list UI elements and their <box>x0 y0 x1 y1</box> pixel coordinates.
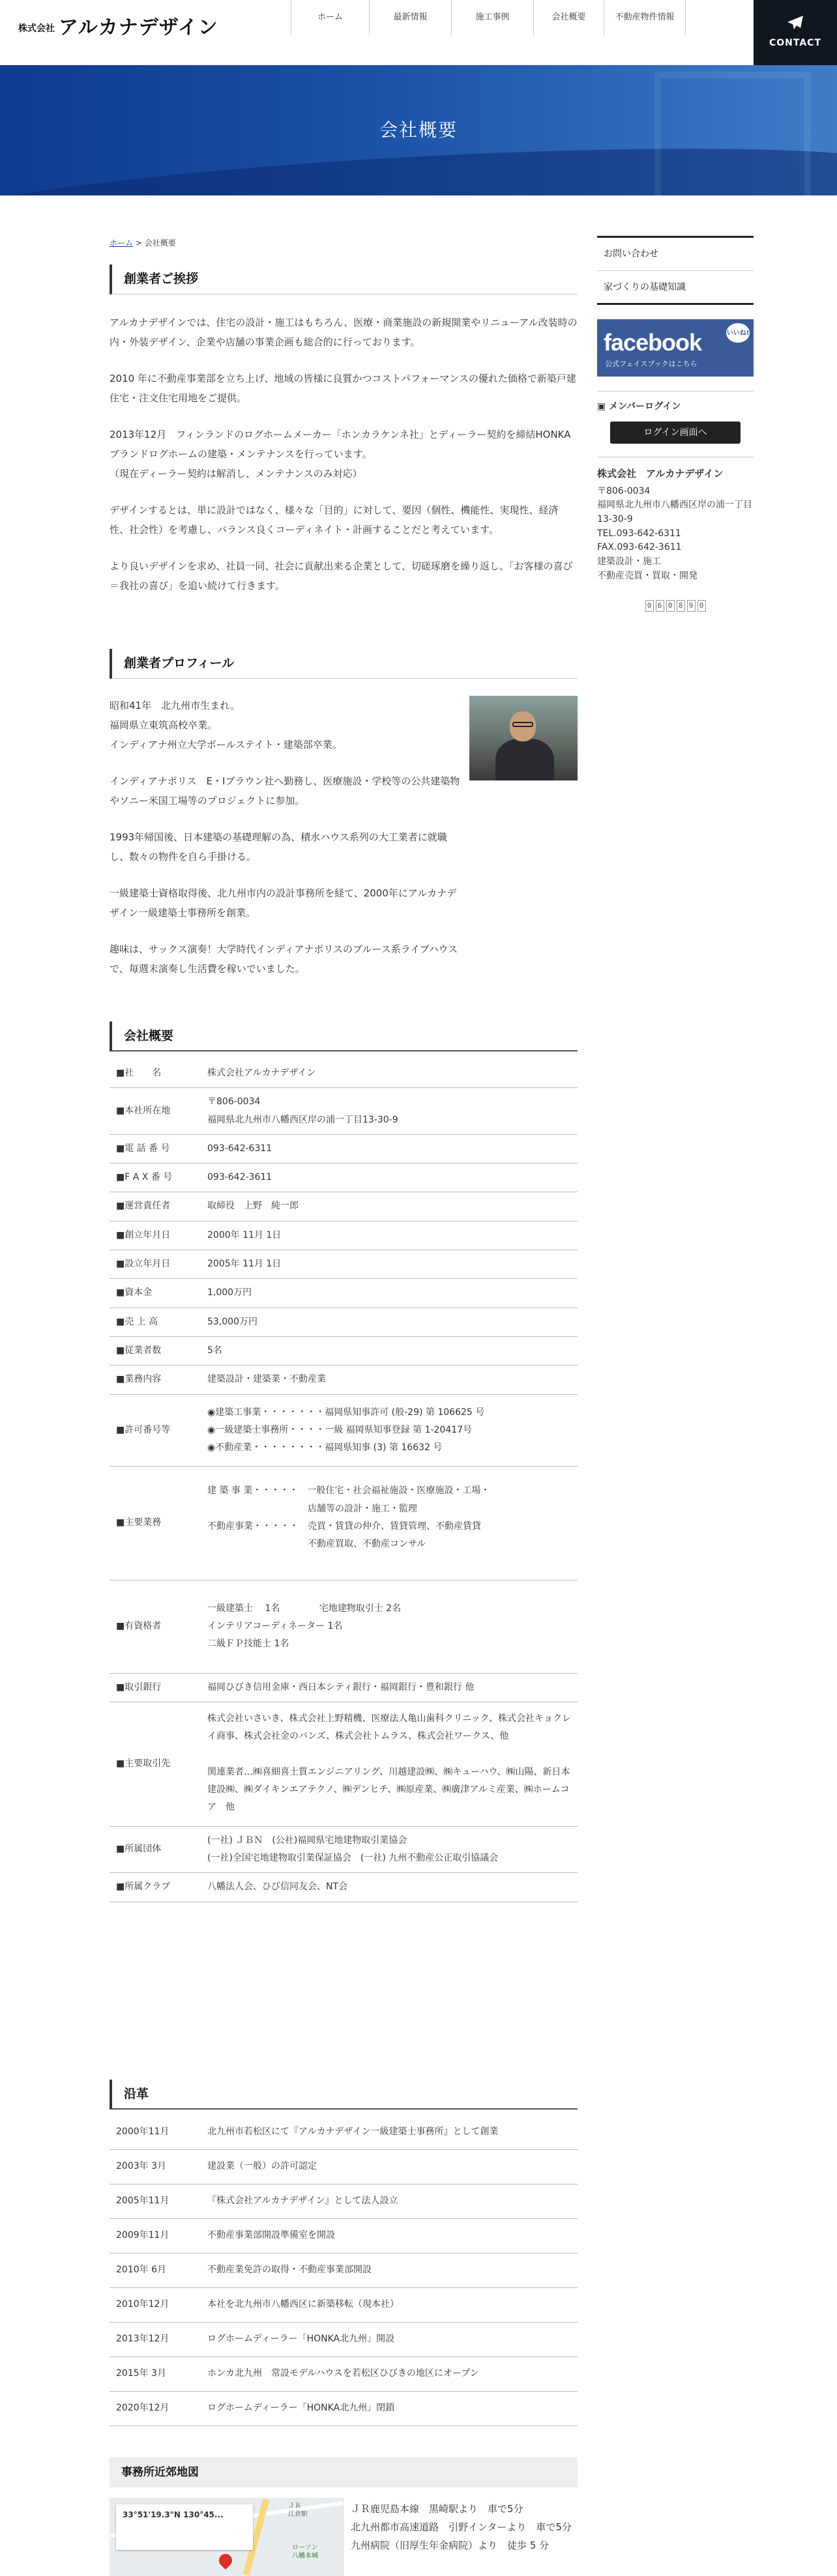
member-icon: ▣ <box>597 401 609 412</box>
company-row-value: 53,000万円 <box>207 1308 578 1336</box>
company-row <box>110 1873 578 1902</box>
nav-properties[interactable]: 不動産物件情報 <box>604 0 686 35</box>
access-map[interactable] <box>110 2498 344 2576</box>
company-row-label: ■主要取引先 <box>110 1702 207 1826</box>
counter-digit: 0 <box>666 600 675 612</box>
greeting-para-4: デザインするとは、単に設計ではなく、様々な「目的」に対して、要因（個性、機能性、実現性、経済性、社会性）を考慮し、バランス良くコーディネイト・計画することだと考えています。 <box>110 504 559 536</box>
company-row-value: 株式会社アルカナデザイン <box>207 1059 578 1088</box>
access-heading: 事務所近郊地図 <box>110 2457 578 2487</box>
sidebar-link-inquiry[interactable]: お問い合わせ <box>604 249 658 259</box>
history-event: 本社を北九州市八幡西区に新築移転（現本社） <box>207 2287 578 2322</box>
breadcrumb-sep: > <box>133 238 145 248</box>
greeting-para-5: より良いデザインを求め、社員一同、社会に貢献出来る企業として、切磋琢磨を繰り返し、「お客様の喜び＝我社の喜び」を追い続けて行きます。 <box>110 560 573 592</box>
company-row-value: 株式会社いさいき、株式会社上野精機、医療法人亀山歯科クリニック、株式会社キョクレイ商事、株式会社金のバンズ、株式会社トムラス、株式会社ワークス、他 関連業者…㈱喜細喜土質エンジニアリング、川越建設㈱、㈱キューハウ、㈱山陽、新日本建設㈱、㈱ダイキンエアテクノ、㈱デンヒチ、㈱原産業、㈱廣津アルミ産業、㈱ホームコア 他 <box>207 1702 578 1826</box>
page-title: 会社概要 <box>379 119 458 141</box>
company-row <box>110 1308 578 1336</box>
member-login <box>597 391 754 444</box>
sidebar-company-line: 建築設計・施工 <box>597 556 661 567</box>
sidebar <box>597 171 754 612</box>
company-row-label: ■所属団体 <box>110 1826 207 1873</box>
company-row-label: ■設立年月日 <box>110 1250 207 1279</box>
access-line-3: 九州病院（旧厚生年金病院）より 徒歩 5 分 <box>351 2539 550 2551</box>
access-line-1: ＪＲ鹿児島本線 黒崎駅より 車で5分 <box>351 2503 523 2515</box>
company-row <box>110 1164 578 1192</box>
company-row-label: ■有資格者 <box>110 1580 207 1673</box>
history-row <box>110 2391 578 2426</box>
greeting-para-1: アルカナデザインでは、住宅の設計・施工はもちろん、医療・商業施設の新規開業やリニューアル改装時の内・外装デザイン、企業や店舗の事業企画も総合的に行っております。 <box>110 317 578 348</box>
company-row <box>110 1221 578 1250</box>
company-row-label: ■社 名 <box>110 1059 207 1088</box>
map-coord: 33°51'19.3"N 130°45... <box>123 2510 224 2519</box>
history-year: 2009年11月 <box>110 2218 207 2253</box>
history-year: 2013年12月 <box>110 2322 207 2356</box>
counter-digit: 0 <box>698 600 706 612</box>
company-row-value: 2000年 11月 1日 <box>207 1221 578 1250</box>
profile-para-5: 趣味は、サックス演奏！大学時代インディアナポリスのブルース系ライブハウスで、毎週末演奏し生活費を稼いでいました。 <box>110 943 458 975</box>
sidebar-company-line: 不動産売買・買取・開発 <box>597 570 698 581</box>
history-row <box>110 2322 578 2356</box>
company-row <box>110 1250 578 1279</box>
counter-digit: 9 <box>687 600 696 612</box>
history-year: 2005年11月 <box>110 2184 207 2218</box>
company-row-label: ■運営責任者 <box>110 1192 207 1221</box>
company-row <box>110 1826 578 1873</box>
sidebar-company-line: 〒806-0034 <box>597 485 651 496</box>
company-row <box>110 1394 578 1467</box>
paper-plane-icon <box>787 15 804 31</box>
company-row-value: (一社) ＪＢＮ (公社)福岡県宅地建物取引業協会 (一社)全国宅地建物取引業保証協会 (一社) 九州不動産公正取引協議会 <box>207 1826 578 1873</box>
site-header <box>0 0 837 65</box>
nav-company[interactable]: 会社概要 <box>533 0 604 35</box>
map-pin-icon <box>216 2551 235 2569</box>
sidebar-company-line: TEL.093-642-6311 <box>597 528 681 539</box>
facebook-banner[interactable] <box>597 319 754 377</box>
map-info-card <box>116 2504 253 2550</box>
greeting-heading: 創業者ご挨拶 <box>110 265 578 294</box>
company-row-label: ■創立年月日 <box>110 1221 207 1250</box>
history-year: 2000年11月 <box>110 2115 207 2149</box>
profile-para-3: 1993年帰国後、日本建築の基礎理解の為、積水ハウス系列の大工業者に就職し、数々の物件を自ら手掛ける。 <box>110 831 447 863</box>
company-row <box>110 1702 578 1826</box>
history-row <box>110 2115 578 2149</box>
facebook-sub: 公式フェイスブックはこちら <box>605 360 698 368</box>
greeting-para-3: 2013年12月 フィンランドのログホームメーカー「ホンカラケンネ社」とディーラー契約を締結HONKAブランドログホームの建築・メンテナンスを行っています。 （現在ディーラー契約は解消し、メンテナンスのみ対応） <box>110 429 571 479</box>
company-row <box>110 1366 578 1394</box>
history-event: 北九州市若松区にて『アルカナデザイン一級建築士事務所』として創業 <box>207 2115 578 2149</box>
counter-digit: 6 <box>656 600 664 612</box>
company-row-value: 1,000万円 <box>207 1279 578 1308</box>
counter-digit: 8 <box>677 600 685 612</box>
facebook-like-icon: いいね! <box>726 323 750 343</box>
map-label-store: ローソン 八幡本城 <box>292 2544 318 2560</box>
company-row-value: 建 築 事 業・・・・・ 一般住宅・社会福祉施設・医療施設・工場・ 店舗等の設計・施工・監理 不動産事業・・・・・ 売買・賃貸の仲介、賃貸管理、不動産賃貸 不動産買取、不動産コンサル <box>207 1467 578 1580</box>
breadcrumb-current: 会社概要 <box>144 238 176 248</box>
history-event: ログホームディーラー「HONKA北九州」閉鎖 <box>207 2391 578 2426</box>
nav-news[interactable]: 最新情報 <box>369 0 451 35</box>
logo-prefix: 株式会社 <box>18 23 55 35</box>
company-row <box>110 1279 578 1308</box>
company-row-value: 5名 <box>207 1336 578 1365</box>
company-row <box>110 1336 578 1365</box>
company-row-label: ■本社所在地 <box>110 1088 207 1135</box>
company-row <box>110 1673 578 1702</box>
history-year: 2020年12月 <box>110 2391 207 2426</box>
company-heading: 会社概要 <box>110 1022 578 1052</box>
site-logo[interactable] <box>18 18 218 38</box>
company-row-label: ■F A X 番 号 <box>110 1164 207 1192</box>
history-event: ホンカ北九州 常設モデルハウスを若松区ひびきの地区にオープン <box>207 2356 578 2391</box>
company-row <box>110 1088 578 1135</box>
company-row-value: 取締役 上野 純一郎 <box>207 1192 578 1221</box>
sidebar-company-name: 株式会社 アルカナデザイン <box>597 468 724 480</box>
access-section <box>110 2457 578 2560</box>
history-table <box>110 2115 578 2426</box>
profile-heading: 創業者プロフィール <box>110 649 578 679</box>
company-row-label: ■売 上 高 <box>110 1308 207 1336</box>
greeting-para-2: 2010 年に不動産事業部を立ち上げ、地域の皆様に良質かつコストパフォーマンスの優れた価格で新築戸建住宅・注文住宅用地をご提供。 <box>110 373 576 404</box>
history-event: 不動産業免許の取得・不動産事業部開設 <box>207 2253 578 2287</box>
login-button[interactable]: ログイン画面へ <box>610 422 741 444</box>
company-row-value: 2005年 11月 1日 <box>207 1250 578 1279</box>
company-row-label: ■電 話 番 号 <box>110 1134 207 1163</box>
history-row <box>110 2218 578 2253</box>
access-directions <box>351 2500 578 2555</box>
sidebar-links <box>597 236 754 305</box>
profile-para-4: 一級建築士資格取得後、北九州市内の設計事務所を経て、2000年にアルカナデザイン一級建築士事務所を創業。 <box>110 887 457 919</box>
history-event: 不動産事業部開設準備室を開設 <box>207 2218 578 2253</box>
founder-photo <box>469 696 578 780</box>
contact-button[interactable] <box>754 0 837 66</box>
global-nav <box>291 0 686 65</box>
company-row-label: ■主要業務 <box>110 1467 207 1580</box>
company-row-label: ■業務内容 <box>110 1366 207 1394</box>
company-row-label: ■許可番号等 <box>110 1394 207 1467</box>
company-row-value: 093-642-3611 <box>207 1164 578 1192</box>
breadcrumb <box>110 237 176 249</box>
nav-works[interactable]: 施工事例 <box>451 0 533 35</box>
history-year: 2010年 6月 <box>110 2253 207 2287</box>
access-line-2: 北九州都市高速道路 引野インターより 車で5分 <box>351 2521 572 2533</box>
history-row <box>110 2253 578 2287</box>
company-row-label: ■資本金 <box>110 1279 207 1308</box>
greeting-section <box>110 265 578 612</box>
company-row <box>110 1134 578 1163</box>
history-row <box>110 2149 578 2184</box>
company-table <box>110 1059 578 1902</box>
history-heading: 沿革 <box>110 2080 578 2110</box>
sidebar-company-line: 福岡県北九州市八幡西区岸の浦一丁目13-30-9 <box>597 500 752 525</box>
profile-para-1: 昭和41年 北九州市生まれ。 福岡県立東筑高校卒業。 インディアナ州立大学ボールステイト・建築部卒業。 <box>110 700 342 751</box>
history-event: ログホームディーラー「HONKA北九州」開設 <box>207 2322 578 2356</box>
company-row-value: ◉建築工事業・・・・・・・福岡県知事許可 (般-29) 第 106625 号 ◉一級建築士事務所・・・・一級 福岡県知事登録 第 1-20417号 ◉不動産業・・・・・・・・福岡県知事 (3) 第 16632 号 <box>207 1394 578 1467</box>
company-row-value: 〒806-0034 福岡県北九州市八幡西区岸の浦一丁目13-30-9 <box>207 1088 578 1135</box>
sidebar-link-knowledge[interactable]: 家づくりの基礎知識 <box>597 270 754 303</box>
history-row <box>110 2184 578 2218</box>
company-row <box>110 1192 578 1221</box>
company-row-value: 福岡ひびき信用金庫・西日本シティ銀行・福岡銀行・豊和銀行 他 <box>207 1673 578 1702</box>
member-label: メンバーログイン <box>609 401 681 412</box>
contact-label: CONTACT <box>769 37 821 48</box>
company-row-value: 一級建築士 1名 宅地建物取引士 2名 インテリアコーディネーター 1名 二級ＦＰ技能士 1名 <box>207 1580 578 1673</box>
map-label-station: ＪＲ 江倉駅 <box>288 2502 308 2518</box>
company-section <box>110 1022 578 1902</box>
profile-section <box>110 649 578 995</box>
access-counter <box>597 600 754 612</box>
company-row-label: ■従業者数 <box>110 1336 207 1365</box>
history-row <box>110 2287 578 2322</box>
history-event: 建設業（一般）の許可認定 <box>207 2149 578 2184</box>
history-year: 2010年12月 <box>110 2287 207 2322</box>
nav-home[interactable]: ホーム <box>291 0 369 35</box>
history-section <box>110 2080 578 2426</box>
company-row-value: 093-642-6311 <box>207 1134 578 1163</box>
history-event: 『株式会社アルカナデザイン』として法人設立 <box>207 2184 578 2218</box>
company-row <box>110 1580 578 1673</box>
company-row-value: 八幡法人会、ひび信同友会、NT会 <box>207 1873 578 1902</box>
history-year: 2003年 3月 <box>110 2149 207 2184</box>
company-row <box>110 1467 578 1580</box>
breadcrumb-home[interactable]: ホーム <box>110 238 134 248</box>
company-row-label: ■所属クラブ <box>110 1873 207 1902</box>
profile-para-2: インディアナポリス E・Iブラウン社へ勤務し、医療施設・学校等の公共建築物やソニー米国工場等のプロジェクトに参加。 <box>110 775 460 807</box>
company-row <box>110 1059 578 1088</box>
sidebar-company <box>597 457 754 583</box>
facebook-title: facebook <box>604 329 702 356</box>
counter-digit: 0 <box>645 600 654 612</box>
logo-main: アルカナデザイン <box>59 16 218 39</box>
history-row <box>110 2356 578 2391</box>
sidebar-company-line: FAX.093-642-3611 <box>597 542 682 553</box>
company-row-label: ■取引銀行 <box>110 1673 207 1702</box>
company-row-value: 建築設計・建築業・不動産業 <box>207 1366 578 1394</box>
history-year: 2015年 3月 <box>110 2356 207 2391</box>
